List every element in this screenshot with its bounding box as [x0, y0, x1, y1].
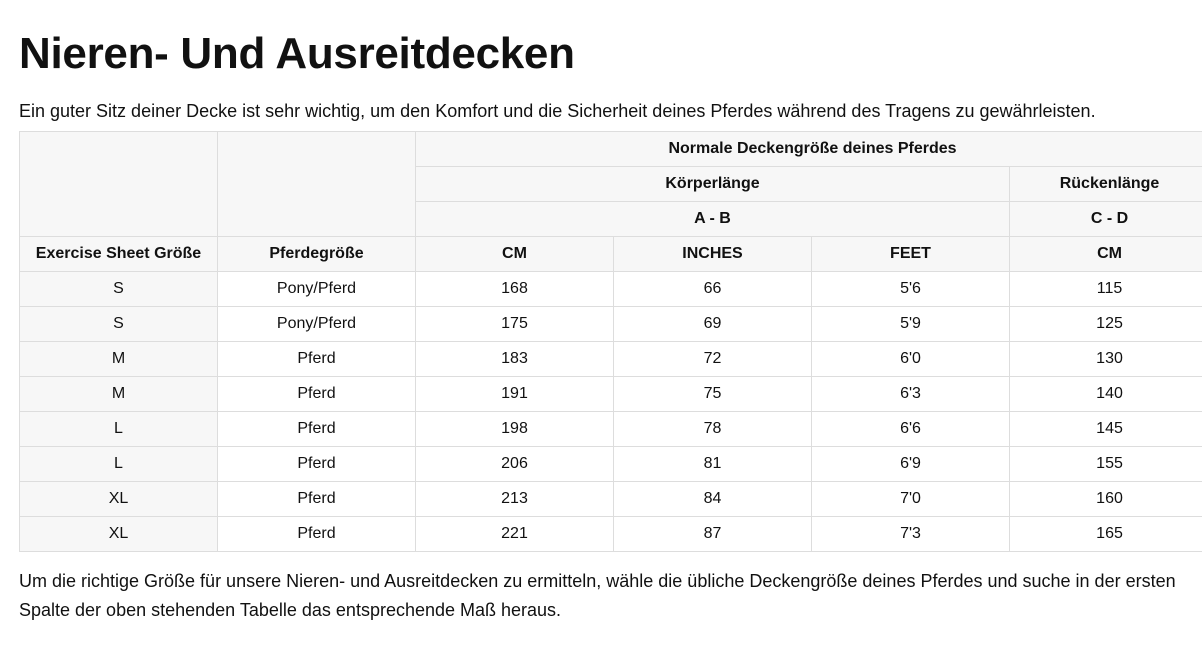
body-inches-cell: 66	[614, 272, 812, 307]
table-row	[20, 517, 1202, 552]
body-feet-cell: 6'9	[812, 447, 1010, 482]
horse-size-cell: Pferd	[218, 412, 416, 447]
body-feet-cell: 5'6	[812, 272, 1010, 307]
group-header: Normale Deckengröße deines Pferdes	[416, 132, 1202, 167]
back-cm-cell: 155	[1010, 447, 1202, 482]
body-cm-cell: 206	[416, 447, 614, 482]
horse-size-cell: Pferd	[218, 482, 416, 517]
back-cm-cell: 115	[1010, 272, 1202, 307]
body-feet-cell: 7'3	[812, 517, 1010, 552]
body-cm-cell: 175	[416, 307, 614, 342]
column-header: CM	[1010, 237, 1202, 272]
horse-size-cell: Pony/Pferd	[218, 307, 416, 342]
sheet-size-cell: M	[20, 342, 218, 377]
body-inches-cell: 69	[614, 307, 812, 342]
horse-size-cell: Pferd	[218, 517, 416, 552]
body-length-header: Körperlänge	[416, 167, 1010, 202]
outro-text: Um die richtige Größe für unsere Nieren- und Ausreitdecken zu ermitteln, wähle die übliche Deckengröße deines Pferdes und suche in der ersten Spalte der oben stehenden Tabelle das entsprechende Maß heraus.	[19, 571, 1176, 620]
body-cm-cell: 191	[416, 377, 614, 412]
body-inches-cell: 81	[614, 447, 812, 482]
sheet-size-cell: L	[20, 447, 218, 482]
empty-header-cell	[20, 132, 218, 237]
back-length-range: C - D	[1010, 202, 1202, 237]
sheet-size-cell: M	[20, 377, 218, 412]
body-cm-cell: 213	[416, 482, 614, 517]
back-length-header: Rückenlänge	[1010, 167, 1202, 202]
header-row-group	[20, 132, 1202, 167]
table-row	[20, 447, 1202, 482]
page-title: Nieren- Und Ausreitdecken	[19, 29, 575, 78]
back-cm-cell: 130	[1010, 342, 1202, 377]
body-length-range: A - B	[416, 202, 1010, 237]
sheet-size-cell: XL	[20, 517, 218, 552]
sheet-size-cell: XL	[20, 482, 218, 517]
table-row	[20, 307, 1202, 342]
sheet-size-cell: S	[20, 307, 218, 342]
horse-size-cell: Pferd	[218, 342, 416, 377]
table-row	[20, 377, 1202, 412]
body-feet-cell: 6'6	[812, 412, 1010, 447]
column-header: Exercise Sheet Größe	[20, 237, 218, 272]
horse-size-cell: Pferd	[218, 377, 416, 412]
sheet-size-cell: S	[20, 272, 218, 307]
body-feet-cell: 6'3	[812, 377, 1010, 412]
back-cm-cell: 140	[1010, 377, 1202, 412]
column-header: INCHES	[614, 237, 812, 272]
header-row-columns	[20, 237, 1202, 272]
table-row	[20, 272, 1202, 307]
intro-text: Ein guter Sitz deiner Decke ist sehr wichtig, um den Komfort und die Sicherheit deines Pferdes während des Tragens zu gewährleisten.	[19, 101, 1096, 121]
body-feet-cell: 5'9	[812, 307, 1010, 342]
table-row	[20, 482, 1202, 517]
body-inches-cell: 78	[614, 412, 812, 447]
back-cm-cell: 145	[1010, 412, 1202, 447]
body-feet-cell: 6'0	[812, 342, 1010, 377]
body-inches-cell: 87	[614, 517, 812, 552]
column-header: Pferdegröße	[218, 237, 416, 272]
body-cm-cell: 168	[416, 272, 614, 307]
back-cm-cell: 160	[1010, 482, 1202, 517]
column-header: FEET	[812, 237, 1010, 272]
table-row	[20, 412, 1202, 447]
body-inches-cell: 72	[614, 342, 812, 377]
body-feet-cell: 7'0	[812, 482, 1010, 517]
horse-size-cell: Pony/Pferd	[218, 272, 416, 307]
back-cm-cell: 165	[1010, 517, 1202, 552]
sheet-size-cell: L	[20, 412, 218, 447]
back-cm-cell: 125	[1010, 307, 1202, 342]
empty-header-cell	[218, 132, 416, 237]
horse-size-cell: Pferd	[218, 447, 416, 482]
table-body	[20, 272, 1202, 552]
column-header: CM	[416, 237, 614, 272]
size-table	[19, 131, 1202, 552]
table-row	[20, 342, 1202, 377]
body-inches-cell: 84	[614, 482, 812, 517]
table-header	[20, 132, 1202, 272]
body-cm-cell: 221	[416, 517, 614, 552]
body-cm-cell: 183	[416, 342, 614, 377]
body-cm-cell: 198	[416, 412, 614, 447]
body-inches-cell: 75	[614, 377, 812, 412]
